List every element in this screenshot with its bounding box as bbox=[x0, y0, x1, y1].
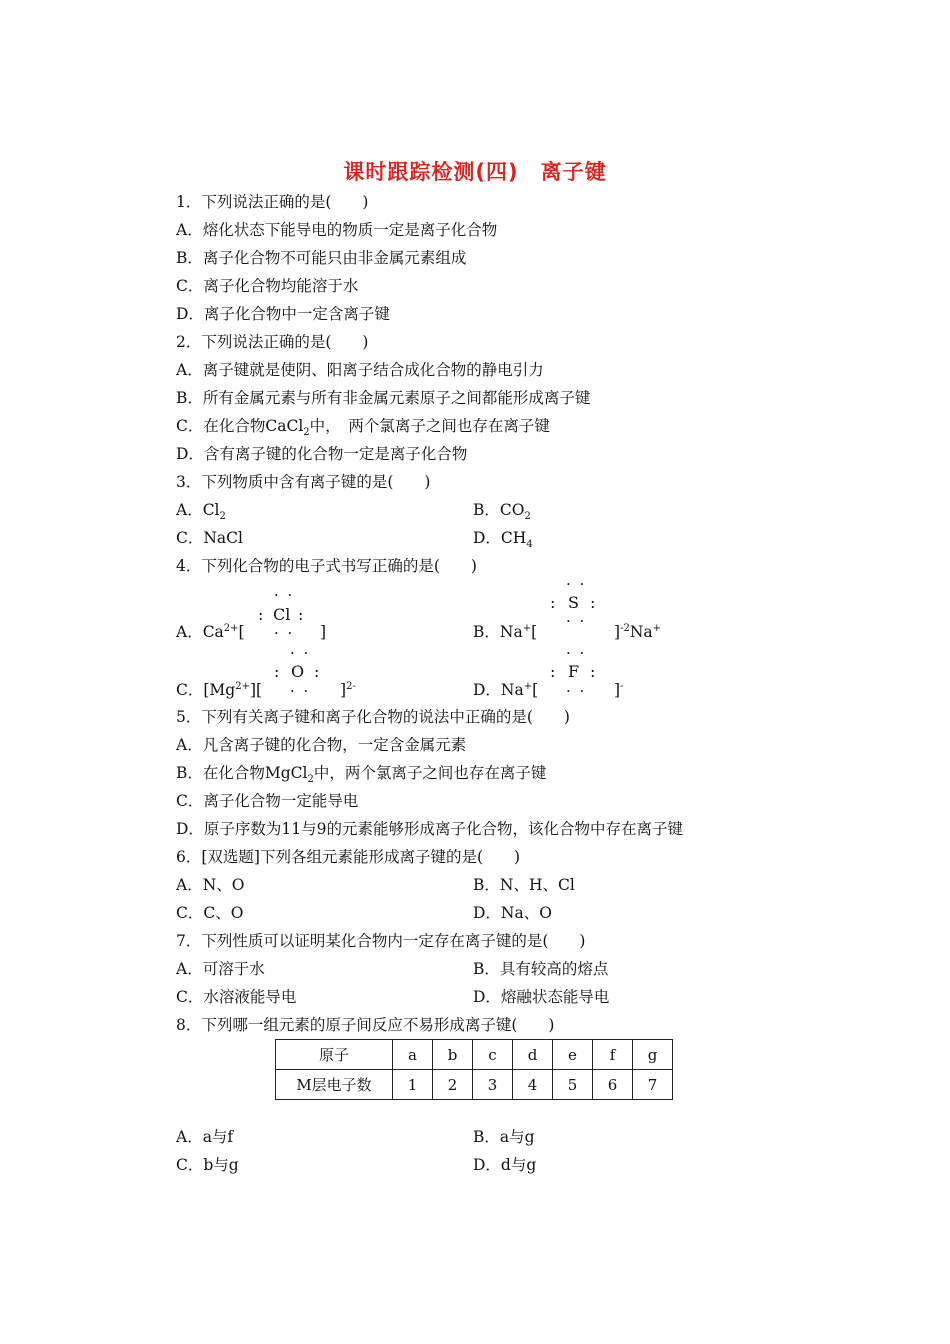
question-2-stem: 2．下列说法正确的是( ) bbox=[176, 333, 369, 351]
question-1-option-d: D．离子化合物中一定含离子键 bbox=[176, 305, 390, 323]
question-3-option-a bbox=[176, 500, 226, 523]
question-2-option-a: A．离子键就是使阴、阳离子结合成化合物的静电引力 bbox=[176, 361, 544, 379]
q4c-tail bbox=[340, 680, 356, 700]
q3d-sub: 4 bbox=[526, 539, 533, 551]
question-5-option-a: A．凡含离子键的化合物，一定含金属元素 bbox=[176, 736, 467, 754]
question-8-option-c: C．b与g bbox=[176, 1156, 239, 1174]
q4b-label: B．Na bbox=[473, 623, 523, 641]
table-cell: d bbox=[513, 1040, 553, 1070]
question-6-stem: 6．[双选题]下列各组元素能形成离子键的是( ) bbox=[176, 848, 521, 866]
table-cell: g bbox=[633, 1040, 673, 1070]
q4d-sup: + bbox=[523, 680, 533, 692]
q4d-bracket-close: ] bbox=[614, 681, 621, 699]
question-3-option-d bbox=[473, 528, 533, 551]
question-2-option-b: B．所有金属元素与所有非金属元素原子之间都能形成离子键 bbox=[176, 389, 591, 407]
question-8-option-a: A．a与f bbox=[176, 1128, 234, 1146]
question-3-option-b bbox=[473, 500, 531, 523]
table-cell: 3 bbox=[473, 1070, 513, 1100]
question-3-stem: 3．下列物质中含有离子键的是( ) bbox=[176, 473, 431, 491]
question-1-stem: 1．下列说法正确的是( ) bbox=[176, 193, 369, 211]
q4a-sup: 2+ bbox=[223, 622, 239, 634]
question-6-option-a: A．N、O bbox=[176, 876, 245, 894]
question-7-option-c: C．水溶液能导电 bbox=[176, 988, 297, 1006]
table-row bbox=[276, 1070, 673, 1100]
electron-table bbox=[275, 1039, 673, 1100]
q4d-bracket-open: [ bbox=[532, 681, 539, 699]
table-cell: 1 bbox=[393, 1070, 433, 1100]
q4d-tail bbox=[614, 680, 623, 700]
q4b-bracket-close: ] bbox=[614, 623, 621, 641]
table-header-cell: M层电子数 bbox=[276, 1070, 393, 1100]
question-7-option-d: D．熔融状态能导电 bbox=[473, 988, 610, 1006]
question-7-option-b: B．具有较高的熔点 bbox=[473, 960, 609, 978]
q4a-colon-right: : bbox=[298, 605, 304, 624]
q2c-pre: C．在化合物CaCl bbox=[176, 417, 304, 435]
q4a-element: Cl bbox=[273, 605, 291, 624]
q4a-colon-left: : bbox=[258, 605, 264, 624]
q4c-colon-left: : bbox=[274, 662, 280, 681]
question-4-option-b-label bbox=[473, 622, 537, 642]
table-cell: 2 bbox=[433, 1070, 473, 1100]
q4c-dots-top: · · bbox=[290, 644, 311, 662]
question-5-option-c: C．离子化合物一定能导电 bbox=[176, 792, 359, 810]
question-8-option-b: B．a与g bbox=[473, 1128, 535, 1146]
q3b-sub: 2 bbox=[524, 511, 531, 523]
page-title: 课时跟踪检测(四) 离子键 bbox=[343, 160, 607, 184]
question-1-option-c: C．离子化合物均能溶于水 bbox=[176, 277, 359, 295]
table-cell: 4 bbox=[513, 1070, 553, 1100]
question-8-option-d: D．d与g bbox=[473, 1156, 537, 1174]
q4c-dots-bottom: · · bbox=[290, 682, 311, 700]
question-5-stem: 5．下列有关离子键和离子化合物的说法中正确的是( ) bbox=[176, 708, 570, 726]
question-8-stem: 8．下列哪一组元素的原子间反应不易形成离子键( ) bbox=[176, 1016, 555, 1034]
q4b-colon-right: : bbox=[590, 593, 596, 612]
q4a-label: A．Ca bbox=[176, 623, 224, 641]
q4d-dots-top: · · bbox=[566, 644, 587, 662]
question-4-option-d-label bbox=[473, 680, 538, 700]
q4a-dots-bottom: · · bbox=[274, 624, 295, 642]
table-cell: 5 bbox=[553, 1070, 593, 1100]
q4d-dots-bottom: · · bbox=[566, 682, 587, 700]
q4c-mid: ][ bbox=[249, 681, 263, 699]
q3a-pre: A．Cl bbox=[176, 501, 220, 519]
table-header-cell: 原子 bbox=[276, 1040, 393, 1070]
q3d-pre: D．CH bbox=[473, 529, 527, 547]
q4c-bracket-close: ] bbox=[340, 681, 347, 699]
q4d-colon-left: : bbox=[550, 662, 556, 681]
q4c-colon-right: : bbox=[314, 662, 320, 681]
q5b-pre: B．在化合物MgCl bbox=[176, 764, 308, 782]
question-4-option-a-label bbox=[176, 622, 245, 642]
q2c-sub: 2 bbox=[303, 427, 310, 439]
question-2-option-d: D．含有离子键的化合物一定是离子化合物 bbox=[176, 445, 468, 463]
table-cell: c bbox=[473, 1040, 513, 1070]
q4d-label: D．Na bbox=[473, 681, 524, 699]
q2c-post: 中， 两个氯离子之间也存在离子键 bbox=[309, 417, 550, 435]
table-row bbox=[276, 1040, 673, 1070]
q4c-charge: 2- bbox=[346, 680, 356, 692]
table-cell: 7 bbox=[633, 1070, 673, 1100]
q4b-bracket-open: [ bbox=[531, 623, 538, 641]
q4d-charge: - bbox=[620, 680, 624, 692]
question-6-option-d: D．Na、O bbox=[473, 904, 552, 922]
table-cell: e bbox=[553, 1040, 593, 1070]
table-cell: f bbox=[593, 1040, 633, 1070]
q4b-tail-na: Na bbox=[629, 623, 653, 641]
question-3-option-c: C．NaCl bbox=[176, 529, 243, 547]
table-cell: a bbox=[393, 1040, 433, 1070]
q4b-dots-top: · · bbox=[566, 575, 587, 593]
question-7-stem: 7．下列性质可以证明某化合物内一定存在离子键的是( ) bbox=[176, 932, 586, 950]
question-1-option-a: A．熔化状态下能导电的物质一定是离子化合物 bbox=[176, 221, 498, 239]
question-5-option-b bbox=[176, 763, 547, 786]
q4b-tail bbox=[614, 622, 661, 642]
q4b-colon-left: : bbox=[550, 593, 556, 612]
q3a-sub: 2 bbox=[219, 511, 226, 523]
q4c-element: O bbox=[291, 662, 305, 681]
q4a-bracket-close: ] bbox=[320, 623, 327, 641]
question-7-option-a: A．可溶于水 bbox=[176, 960, 265, 978]
question-2-option-c bbox=[176, 416, 550, 439]
table-cell: 6 bbox=[593, 1070, 633, 1100]
q4c-sup: 2+ bbox=[235, 680, 250, 692]
question-4-stem: 4．下列化合物的电子式书写正确的是( ) bbox=[176, 557, 477, 575]
q4a-dots-top: · · bbox=[274, 586, 295, 604]
question-6-option-b: B．N、H、Cl bbox=[473, 876, 575, 894]
q5b-post: 中，两个氯离子之间也存在离子键 bbox=[313, 764, 547, 782]
q4b-element: S bbox=[568, 593, 579, 612]
question-6-option-c: C．C、O bbox=[176, 904, 244, 922]
q4b-sup: + bbox=[522, 622, 532, 634]
table-cell: b bbox=[433, 1040, 473, 1070]
q4b-dots-bottom: · · bbox=[566, 612, 587, 630]
question-1-option-b: B．离子化合物不可能只由非金属元素组成 bbox=[176, 249, 467, 267]
q5b-sub: 2 bbox=[307, 774, 314, 786]
q4d-colon-right: : bbox=[590, 662, 596, 681]
q3b-pre: B．CO bbox=[473, 501, 525, 519]
question-5-option-d: D．原子序数为11与9的元素能够形成离子化合物，该化合物中存在离子键 bbox=[176, 820, 684, 838]
q4d-element: F bbox=[568, 662, 580, 681]
q4b-charge: -2 bbox=[620, 622, 630, 634]
q4a-bracket-open: [ bbox=[238, 623, 245, 641]
question-4-option-c-label bbox=[176, 680, 262, 700]
q4c-label: C．[Mg bbox=[176, 681, 236, 699]
q4b-tail-sup: + bbox=[652, 622, 662, 634]
